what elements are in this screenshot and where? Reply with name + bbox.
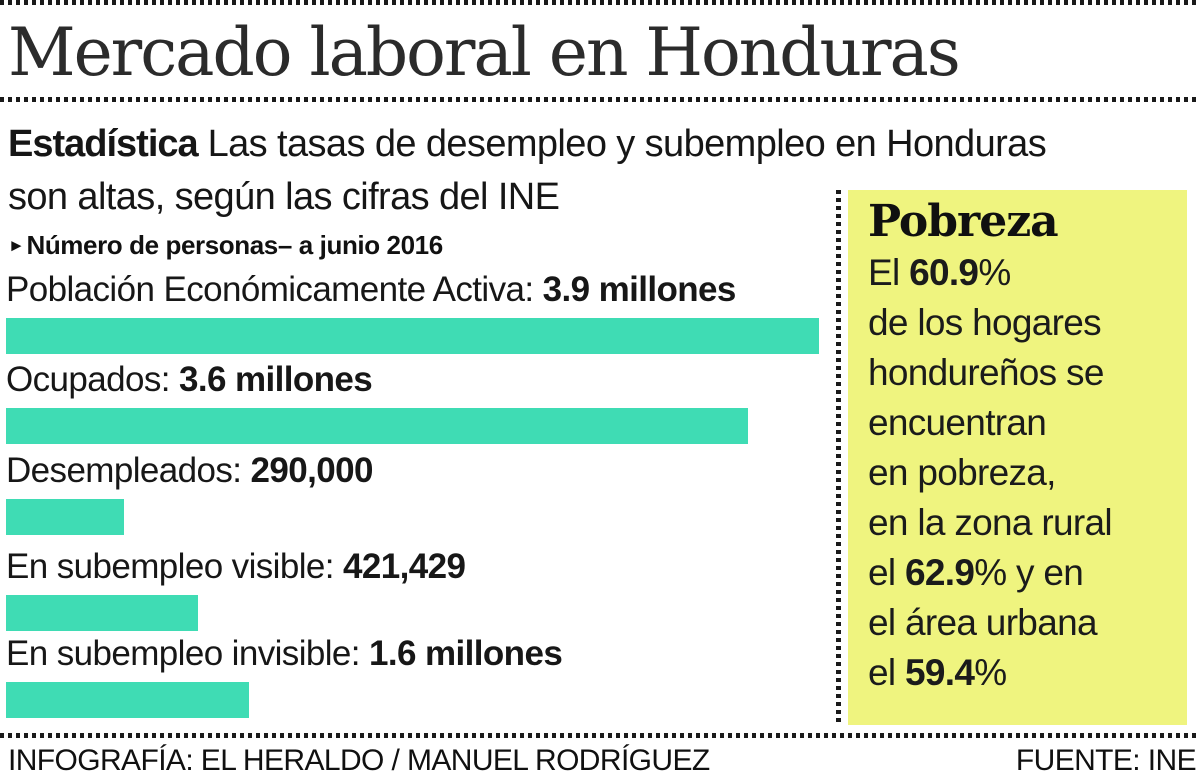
sidebar-line-text: % [978, 252, 1011, 293]
sidebar-line-text: en la zona rural [868, 502, 1112, 543]
sidebar-line [868, 248, 1179, 298]
bar-value: 1.6 millones [369, 634, 563, 673]
sidebar-line-text: % y en [974, 552, 1084, 593]
bar-value: 3.6 millones [179, 360, 373, 399]
data-source: FUENTE: INE [1015, 744, 1196, 777]
sidebar-line-text: en pobreza, [868, 452, 1056, 493]
bar-label [6, 545, 835, 589]
bar-label [6, 449, 835, 493]
bar-row [6, 632, 835, 718]
sidebar-dotted-rule [836, 190, 841, 725]
bar-value: 3.9 millones [542, 270, 736, 309]
sidebar-line [868, 398, 1179, 448]
bar-category: Ocupados: [6, 360, 179, 399]
page-title: Mercado laboral en Honduras [8, 14, 959, 91]
sidebar-line-text: el área urbana [868, 602, 1097, 643]
bar-label [6, 358, 835, 402]
bar-row [6, 358, 835, 444]
bar [6, 499, 124, 535]
sidebar-line-text: de los hogares [868, 302, 1101, 343]
sidebar-stat-value: 59.4 [904, 652, 975, 693]
bar-value: 421,429 [343, 547, 466, 586]
sidebar-line [868, 648, 1179, 698]
sidebar-line [868, 348, 1179, 398]
bar-label [6, 632, 835, 676]
bar [6, 408, 748, 444]
sidebar-line-text: encuentran [868, 402, 1047, 443]
sidebar-line-text: el [868, 552, 905, 593]
bar-row [6, 268, 835, 354]
subtitle-lead: Estadística [8, 123, 198, 165]
poverty-sidebar [848, 190, 1187, 725]
sidebar-line [868, 298, 1179, 348]
bar-category: En subempleo visible: [6, 547, 343, 586]
sidebar-line-text: el [868, 652, 905, 693]
bar-row [6, 449, 835, 535]
sidebar-heading: Pobreza [868, 196, 1058, 247]
bar-label [6, 268, 835, 312]
bar [6, 318, 819, 354]
sidebar-line [868, 448, 1179, 498]
sidebar-line [868, 498, 1179, 548]
bar-category: En subempleo invisible: [6, 634, 370, 673]
sidebar-line [868, 598, 1179, 648]
subtitle-line2: son altas, según las cifras del INE [8, 176, 560, 218]
sidebar-line-text: El [868, 252, 910, 293]
sidebar-line-text: % [974, 652, 1007, 693]
sidebar-stat-value: 60.9 [909, 252, 979, 293]
infographic-credit: INFOGRAFÍA: EL HERALDO / MANUEL RODRÍGUEZ [8, 744, 710, 777]
bar-category: Población Económicamente Activa: [6, 270, 543, 309]
sidebar-line [868, 548, 1179, 598]
arrow-marker-icon: ► [8, 236, 25, 255]
bar [6, 682, 249, 718]
bar-category: Desempleados: [6, 451, 251, 490]
chart-note-text: Número de personas– a junio 2016 [26, 230, 443, 260]
footer-dotted-rule [0, 733, 1200, 738]
bar [6, 595, 198, 631]
sidebar-stat-value: 62.9 [904, 552, 975, 593]
sidebar-line-text: hondureños se [868, 352, 1104, 393]
sidebar-text [868, 248, 1179, 698]
bar-value: 290,000 [250, 451, 373, 490]
subtitle-line1-rest: Las tasas de desempleo y subempleo en Honduras [197, 123, 1047, 165]
bar-row [6, 545, 835, 631]
